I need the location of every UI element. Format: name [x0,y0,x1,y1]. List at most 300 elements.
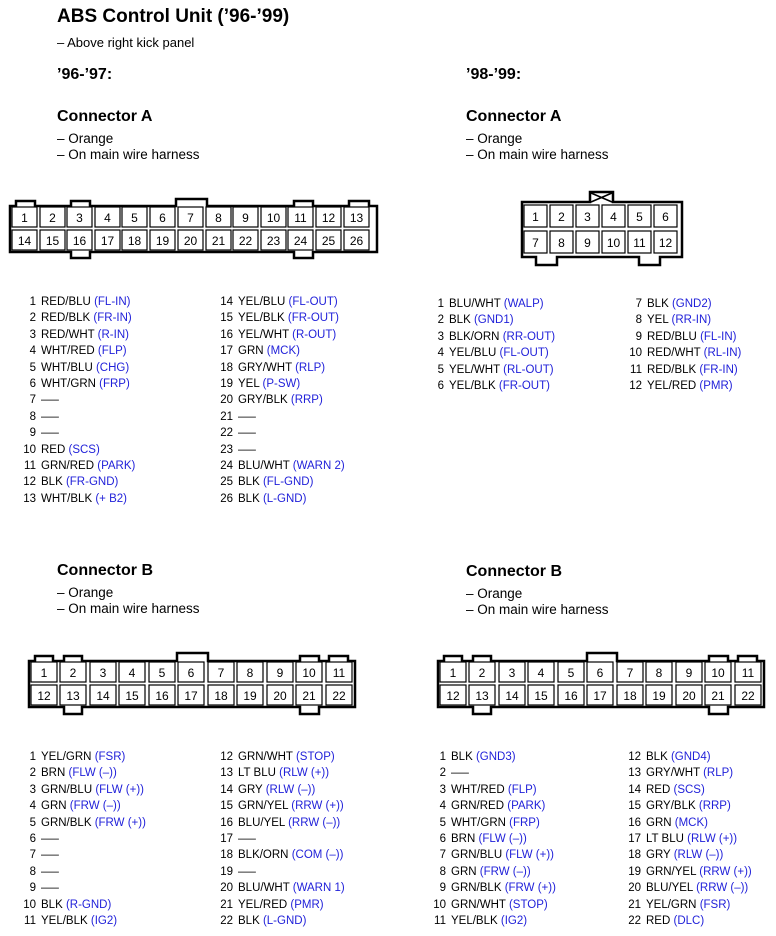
signal-code: (RRW (–)) [696,882,749,895]
signal-code: (P-SW) [262,377,301,390]
wire-color: WHT/BLU [41,361,93,374]
signal-code: (RRP) [290,394,323,407]
pin-row [20,749,146,765]
wire-color: YEL [647,314,669,327]
pin-label: 1 [532,210,539,224]
pin-number: 12 [629,379,642,392]
pin-row [430,296,555,312]
wire-color: RED/BLU [41,296,91,308]
pin-label: 21 [711,689,725,703]
pin-row [20,376,135,392]
year-heading-96-97: ’96-’97: [57,66,113,83]
pin-number: 12 [23,476,36,489]
wire-color: RED/BLK [41,312,91,325]
pin-label: 8 [215,211,222,225]
pin-label: 6 [662,210,669,224]
pin-row [430,765,556,781]
pin-row [620,897,752,913]
pin-row [20,880,146,896]
signal-code: (WARN 1) [292,882,345,895]
signal-code: (FRW (–)) [479,865,531,878]
pin-number: 10 [433,898,446,911]
wire-color: WHT/GRN [41,377,96,390]
wire-color: GRY/BLK [646,800,696,813]
wire-color: GRN [451,865,477,878]
pin-label: 19 [652,689,666,703]
pin-number: 11 [434,914,446,927]
pin-label: 1 [21,211,28,225]
pin-label: 7 [532,236,539,250]
connector-color-note: – Orange [57,131,114,146]
pin-row [20,815,146,831]
pin-row [20,864,146,880]
pin-row [430,345,555,361]
pin-number: 9 [29,427,36,440]
wire-color: RED [646,914,671,927]
signal-code: (FLW (+)) [505,849,554,862]
pin-row [622,362,741,378]
wire-color: YEL/WHT [238,328,289,341]
pin-label: 15 [125,689,139,703]
pin-label: 19 [155,234,170,248]
pin-number: 8 [29,865,36,878]
pin-row [620,798,752,814]
pin-label: 15 [534,689,548,703]
wire-color: LT BLU [238,767,276,780]
pin-list-b9899-col2 [620,749,752,929]
pin-number: 23 [220,443,233,456]
pin-label: 23 [266,234,281,248]
wire-color: BLU/YEL [646,882,693,895]
wire-color: —– [41,832,59,845]
signal-code: (SCS) [673,783,705,796]
wire-color: RED/WHT [41,328,95,341]
pin-number: 6 [437,379,444,392]
wire-color: YEL/RED [238,898,288,911]
pin-number: 12 [628,751,641,763]
pin-label: 21 [211,234,226,248]
pin-number: 22 [220,914,233,927]
pin-row [620,782,752,798]
signal-code: (FLP) [507,783,537,796]
pin-number: 22 [220,427,233,440]
wire-color: BRN [451,832,476,845]
pin-number: 21 [220,898,233,911]
wire-color: —– [238,865,256,878]
pin-number: 9 [439,882,446,895]
signal-code: (RLP) [295,361,326,374]
wire-color: GRY/WHT [238,361,292,374]
pin-label: 16 [564,689,578,703]
pin-label: 11 [332,666,346,680]
pin-label: 3 [508,666,516,680]
signal-code: (RLW (+)) [279,767,330,780]
wire-color: YEL/BLK [449,379,496,392]
pin-number: 8 [439,865,446,878]
pin-label: 25 [321,234,336,248]
pin-number: 2 [439,767,446,780]
wire-color: —– [238,410,256,423]
pin-number: 26 [220,492,233,505]
signal-code: (IG2) [500,914,528,927]
pin-number: 20 [220,394,233,407]
wire-color: —– [238,832,256,845]
signal-code: (FSR) [699,898,731,911]
pin-label: 10 [606,236,621,250]
pin-number: 9 [635,330,642,343]
pin-label: 17 [100,234,115,248]
pin-label: 15 [45,234,60,248]
pin-label: 24 [293,234,308,248]
pin-row [620,815,752,831]
pin-label: 16 [155,689,169,703]
pin-number: 12 [220,751,233,763]
wire-color: BRN [41,767,66,780]
wire-color: —– [41,410,59,423]
pin-row [620,765,752,781]
pin-label: 2 [69,666,77,680]
pin-label: 19 [243,689,257,703]
pin-row [212,847,345,863]
signal-code: (R-IN) [97,328,129,341]
connector-housing [522,192,682,265]
pin-list-b9697-col2 [212,749,345,929]
pin-label: 13 [349,211,364,225]
pin-list-a9697-col1 [20,294,135,507]
pin-label: 14 [96,689,110,703]
pin-row [430,749,556,765]
pin-label: 20 [273,689,287,703]
pin-label: 9 [584,236,591,250]
connector-a-9899-title: Connector A [466,108,562,125]
pin-row [212,425,345,441]
pin-row [622,378,741,394]
pin-row [20,294,135,310]
pin-number: 11 [24,914,36,927]
signal-code: (FL-IN) [94,296,131,308]
pin-label: 6 [596,666,604,680]
pin-number: 10 [23,443,36,456]
wire-color: RED [646,783,671,796]
pin-label: 6 [159,211,166,225]
wire-color: GRN/BLK [451,882,502,895]
signal-code: (GND4) [670,751,711,763]
pin-row [212,491,345,507]
wire-color: —– [238,427,256,440]
wire-color: GRN/WHT [451,898,506,911]
wire-color: YEL [238,377,260,390]
pin-row [622,296,741,312]
pin-label: 4 [104,211,111,225]
wire-color: GRY/WHT [646,767,700,780]
wire-color: —– [41,849,59,862]
pin-number: 6 [439,832,446,845]
pin-number: 14 [628,783,641,796]
pin-number: 1 [437,298,444,310]
connector-harness-note: – On main wire harness [466,602,609,617]
pin-label: 13 [66,689,80,703]
wire-color: BLU/WHT [238,882,290,895]
pin-label: 3 [76,211,83,225]
pin-number: 3 [437,330,444,343]
wire-color: BLU/WHT [449,298,501,310]
pin-label: 14 [505,689,519,703]
pin-number: 20 [220,882,233,895]
wire-color: GRN/YEL [238,800,289,813]
pin-number: 7 [635,298,642,310]
pin-label: 17 [593,689,607,703]
signal-code: (FR-IN) [699,363,738,376]
pin-number: 3 [29,328,36,341]
pin-list-b9899-col1 [430,749,556,929]
pin-row [212,798,345,814]
wire-color: GRN [238,345,264,358]
signal-code: (FRW (+)) [94,816,146,829]
pin-row [430,864,556,880]
signal-code: (MCK) [674,816,708,829]
signal-code: (FSR) [94,751,126,763]
pin-number: 4 [29,345,36,358]
pin-row [20,491,135,507]
pin-row [212,897,345,913]
pin-label: 10 [266,211,281,225]
pin-number: 22 [628,914,641,927]
pin-row [20,360,135,376]
signal-code: (FR-OUT) [498,379,550,392]
wire-color: RED/BLK [647,363,697,376]
signal-code: (FLW (–)) [68,767,117,780]
pin-label: 16 [72,234,87,248]
pin-number: 13 [628,767,641,780]
wire-color: YEL/RED [647,379,697,392]
pin-row [430,831,556,847]
wire-color: YEL/GRN [646,898,697,911]
pin-number: 17 [628,832,641,845]
pin-label: 5 [567,666,575,680]
connector-color-note: – Orange [466,586,523,601]
pin-label: 22 [332,689,346,703]
pin-row [212,749,345,765]
signal-code: (SCS) [68,443,100,456]
pin-list-b9697-col1 [20,749,146,929]
pin-number: 15 [220,312,233,325]
signal-code: (FRP) [99,377,130,390]
signal-code: (RRW (+)) [699,865,752,878]
pin-row [622,312,741,328]
signal-code: (FL-IN) [700,330,737,343]
signal-code: (PARK) [97,459,136,472]
pin-row [20,442,135,458]
connector-b-9697-title: Connector B [57,562,153,579]
pin-label: 12 [321,211,336,225]
pin-label: 12 [446,689,460,703]
signal-code: (FRP) [509,816,540,829]
connector-color-note: – Orange [466,131,523,146]
pin-row [212,864,345,880]
pin-row [20,798,146,814]
signal-code: (RR-IN) [671,314,712,327]
pin-label: 6 [187,666,195,680]
pin-number: 16 [628,816,641,829]
pin-number: 17 [220,345,233,358]
wire-color: BLK [451,751,473,763]
pin-label: 5 [131,211,138,225]
pin-row [620,880,752,896]
pin-row [20,409,135,425]
wire-color: WHT/GRN [451,816,506,829]
wire-color: GRN/YEL [646,865,697,878]
wire-color: —– [41,865,59,878]
pin-row [20,782,146,798]
signal-code: (CHG) [95,361,130,374]
signal-code: (GND3) [475,751,516,763]
pin-number: 2 [29,767,36,780]
signal-code: (+ B2) [95,492,127,505]
signal-code: (FLW (+)) [95,783,144,796]
pin-row [430,329,555,345]
pin-label: 13 [475,689,489,703]
pin-row [212,474,345,490]
signal-code: (FLP) [97,345,127,358]
wire-color: —– [238,443,256,456]
pin-label: 17 [184,689,198,703]
pin-number: 20 [628,882,641,895]
pin-number: 21 [220,410,233,423]
wire-color: —– [41,394,59,407]
signal-code: (WALP) [503,298,544,310]
wire-color: BLK [449,314,471,327]
wire-color: RED/BLU [647,330,697,343]
pin-label: 2 [478,666,486,680]
pin-row [212,376,345,392]
pin-row [212,442,345,458]
pin-row [430,378,555,394]
signal-code: (FR-OUT) [287,312,339,325]
pin-row [20,765,146,781]
wire-color: BLK [646,751,668,763]
wire-color: GRY/BLK [238,394,288,407]
signal-code: (FR-IN) [93,312,132,325]
pin-row [212,458,345,474]
pin-label: 22 [238,234,253,248]
pin-row [430,847,556,863]
location-note: – Above right kick panel [57,35,195,50]
signal-code: (RRP) [698,800,731,813]
pin-number: 8 [635,314,642,327]
pin-label: 2 [558,210,565,224]
pin-label: 12 [658,236,673,250]
pin-label: 10 [302,666,316,680]
pin-number: 18 [220,849,233,862]
pin-number: 4 [437,347,444,360]
pin-label: 8 [246,666,254,680]
signal-code: (STOP) [508,898,548,911]
pin-row [20,474,135,490]
signal-code: (RRW (–)) [288,816,341,829]
pin-number: 21 [628,898,641,911]
pin-row [620,847,752,863]
connector-a-9899-diagram [522,192,682,265]
pin-list-a9697-col2 [212,294,345,507]
connector-b-9899-diagram [438,653,764,714]
pin-label: 4 [610,210,617,224]
connector-b-9899-title: Connector B [466,563,562,580]
signal-code: (STOP) [295,751,335,763]
signal-code: (R-OUT) [292,328,337,341]
pin-label: 22 [741,689,755,703]
pin-row [20,327,135,343]
wire-color: GRN/BLU [41,783,93,796]
pin-row [20,392,135,408]
pin-number: 6 [29,377,36,390]
year-heading-98-99: ’98-’99: [466,66,522,83]
pin-number: 10 [23,898,36,911]
pin-number: 1 [29,751,36,763]
pin-label: 5 [636,210,643,224]
pin-row [622,345,741,361]
connector-b-9697-diagram [29,653,355,714]
signal-code: (PMR) [699,379,733,392]
wire-color: LT BLU [646,832,684,845]
connector-harness-note: – On main wire harness [57,601,200,616]
signal-code: (WARN 2) [292,459,345,472]
signal-code: (RLW (–)) [673,849,724,862]
wire-color: BLK [41,898,63,911]
pin-row [430,815,556,831]
signal-code: (PMR) [290,898,324,911]
pin-number: 11 [24,459,36,472]
wire-color: BLU/WHT [238,459,290,472]
signal-code: (FLW (–)) [478,832,527,845]
pin-row [622,329,741,345]
pin-number: 11 [630,363,642,376]
pin-number: 19 [220,865,233,878]
pin-row [212,343,345,359]
signal-code: (FRW (–)) [69,800,121,813]
pin-row [212,327,345,343]
pin-list-a9899-col2 [622,296,741,394]
wire-color: YEL/BLU [238,296,286,308]
signal-code: (L-GND) [262,492,307,505]
wire-color: YEL/BLK [451,914,498,927]
pin-label: 8 [558,236,565,250]
pin-label: 7 [187,211,194,225]
pin-row [212,409,345,425]
connector-harness-note: – On main wire harness [57,147,200,162]
pin-row [20,458,135,474]
pin-number: 14 [220,296,233,308]
wire-color: GRY [238,783,263,796]
pin-row [20,343,135,359]
pin-label: 11 [741,666,755,680]
pin-row [212,815,345,831]
pin-number: 1 [439,751,446,763]
signal-code: (RL-IN) [703,347,742,360]
connector-harness-note: – On main wire harness [466,147,609,162]
pin-row [430,798,556,814]
pin-number: 15 [220,800,233,813]
wire-color: BLU/YEL [238,816,285,829]
pin-row [430,782,556,798]
signal-code: (RLW (+)) [687,832,738,845]
pin-number: 2 [29,312,36,325]
signal-code: (RLP) [703,767,734,780]
signal-code: (FRW (+)) [504,882,556,895]
signal-code: (L-GND) [262,914,307,927]
pin-row [430,362,555,378]
pin-row [430,913,556,929]
pin-number: 16 [220,816,233,829]
